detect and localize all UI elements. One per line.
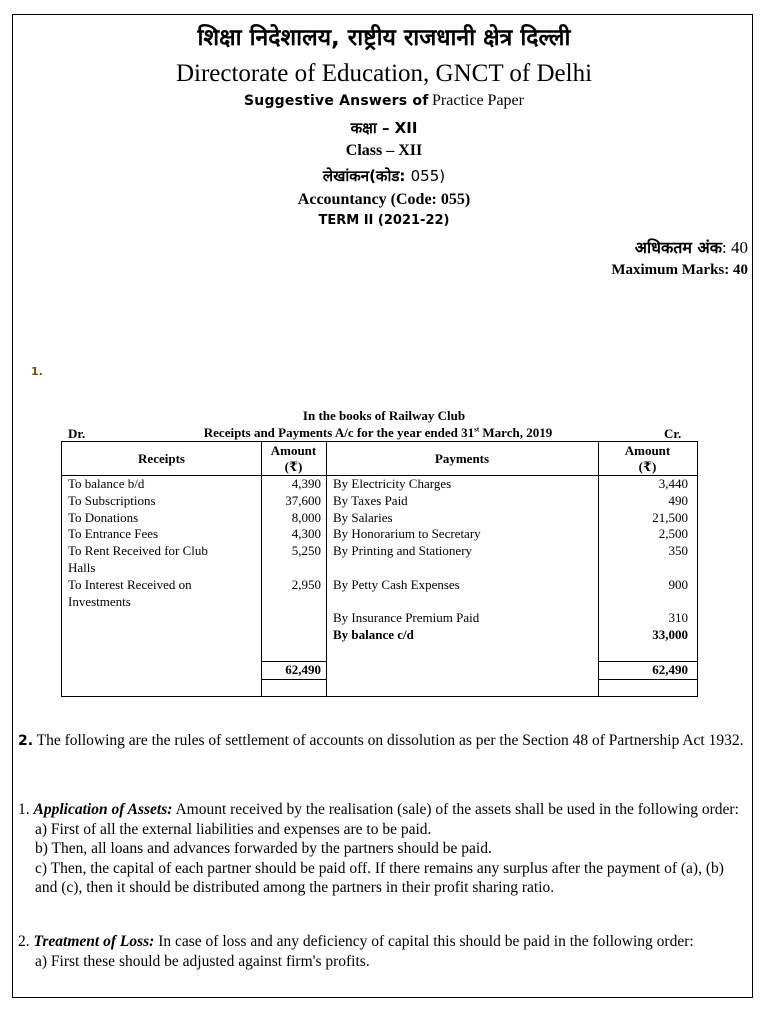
practice-paper-label: Practice Paper (432, 92, 524, 109)
amount-right-unit: (₹) (638, 459, 657, 474)
debit-label: Dr. (68, 426, 86, 441)
receipt-item: To balance b/d (68, 476, 145, 491)
rule-2-item-a: a) First these should be adjusted against firm's profits. (35, 952, 370, 970)
payment-amount: 350 (668, 543, 688, 558)
question-2-intro (18, 731, 748, 752)
total-right: 62,490 (652, 662, 688, 677)
question-1-number: 1. (31, 365, 43, 378)
payment-item: By Insurance Premium Paid (333, 610, 480, 625)
receipt-item: To Donations (68, 510, 139, 525)
payment-item: By Honorarium to Secretary (333, 526, 481, 541)
kaksha-line: कक्षा – XII (350, 119, 418, 137)
payment-item: By Petty Cash Expenses (333, 577, 460, 592)
credit-label: Cr. (664, 426, 682, 441)
rule-1 (18, 800, 748, 898)
lekhankan-line (0, 166, 768, 186)
account-title-prefix: Receipts and Payments A/c for the year ended 31 (203, 425, 475, 440)
total-bottom-line-left (261, 679, 326, 680)
amount-left-unit: (₹) (284, 459, 303, 474)
receipt-item: To Entrance Fees (68, 526, 159, 541)
receipt-item-continued: Halls (68, 560, 96, 575)
payments-header: Payments (434, 451, 490, 466)
english-title: Directorate of Education, GNCT of Delhi (175, 60, 593, 87)
payment-item: By Electricity Charges (333, 476, 452, 491)
account-title-suffix: March, 2019 (479, 425, 553, 440)
term-line: TERM II (2021-22) (318, 213, 450, 228)
question-2-number: 2. (18, 733, 34, 749)
receipt-item-continued: Investments (68, 594, 131, 609)
payment-amount: 310 (668, 610, 688, 625)
rule-2 (18, 932, 748, 971)
accountancy-line: Accountancy (Code: 055) (297, 191, 471, 208)
amount-right-header: Amount (624, 443, 671, 458)
payment-item: By Printing and Stationery (333, 543, 473, 558)
payment-amount: 3,440 (658, 476, 688, 491)
receipt-item: To Interest Received on (68, 577, 192, 592)
max-marks-english (611, 262, 748, 279)
receipt-amount: 8,000 (291, 510, 321, 525)
payment-item: By Salaries (333, 510, 393, 525)
receipt-item: To Subscriptions (68, 493, 156, 508)
receipt-item: To Rent Received for Club (68, 543, 208, 558)
lekhankan-label: लेखांकन(कोड: (322, 167, 406, 185)
rule-1-heading (18, 800, 748, 820)
col-divider (326, 442, 327, 696)
suggestive-answers-line (0, 92, 768, 110)
books-title: In the books of Railway Club (302, 408, 466, 423)
rule-1-title: Application of Assets: (33, 801, 173, 818)
receipts-payments-table (61, 441, 698, 697)
payment-amount: 21,500 (652, 510, 688, 525)
receipt-amount: 4,300 (291, 526, 321, 541)
receipt-amount: 37,600 (285, 493, 321, 508)
suggestive-answers-label: Suggestive Answers of (244, 93, 429, 109)
payment-amount: 2,500 (658, 526, 688, 541)
rule-2-text: In case of loss and any deficiency of capital this should be paid in the following order: (158, 933, 694, 950)
max-marks-hindi-value: : 40 (722, 238, 748, 257)
question-2-intro-text: The following are the rules of settlement of accounts on dissolution as per the Section 48 of Partnership Act 1932. (36, 732, 744, 749)
max-marks-english-label: Maximum Marks (611, 262, 725, 278)
rule-2-title: Treatment of Loss: (33, 933, 155, 950)
total-bottom-line-right (598, 679, 697, 680)
account-title-sup: st (474, 425, 480, 434)
rule-1-number: 1. (18, 801, 30, 818)
rule-2-heading (18, 932, 748, 952)
payment-amount: 490 (668, 493, 688, 508)
amount-left-header: Amount (270, 443, 317, 458)
receipt-amount: 2,950 (291, 577, 321, 592)
total-left: 62,490 (285, 662, 321, 677)
max-marks-hindi (635, 236, 748, 258)
max-marks-english-value: : 40 (724, 262, 748, 278)
rule-1-text: Amount received by the realisation (sale) of the assets shall be used in the following order: (175, 801, 739, 818)
receipt-amount: 5,250 (291, 543, 321, 558)
hindi-title: शिक्षा निदेशालय, राष्ट्रीय राजधानी क्षेत्र दिल्ली (197, 25, 571, 51)
rule-2-number: 2. (18, 933, 30, 950)
receipts-header: Receipts (138, 451, 185, 466)
rule-1-item-b: b) Then, all loans and advances forwarded by the partners should be paid. (35, 840, 492, 857)
class-line: Class – XII (345, 142, 423, 159)
payment-amount-balance: 33,000 (652, 627, 688, 642)
rule-1-item-a: a) First of all the external liabilities and expenses are to be paid. (35, 820, 432, 838)
payment-item: By Taxes Paid (333, 493, 408, 508)
lekhankan-code: 055) (410, 167, 446, 185)
payment-item-balance: By balance c/d (333, 627, 414, 642)
payment-amount: 900 (668, 577, 688, 592)
rule-1-item-c: c) Then, the capital of each partner should be paid off. If there remains any surplus after the payment of (a), (b) and (c), then it should be distributed among the partners in their profit sharing ratio. (35, 859, 724, 896)
receipt-amount: 4,390 (291, 476, 321, 491)
max-marks-hindi-label: अधिकतम अंक (634, 238, 723, 257)
account-title (0, 425, 756, 441)
